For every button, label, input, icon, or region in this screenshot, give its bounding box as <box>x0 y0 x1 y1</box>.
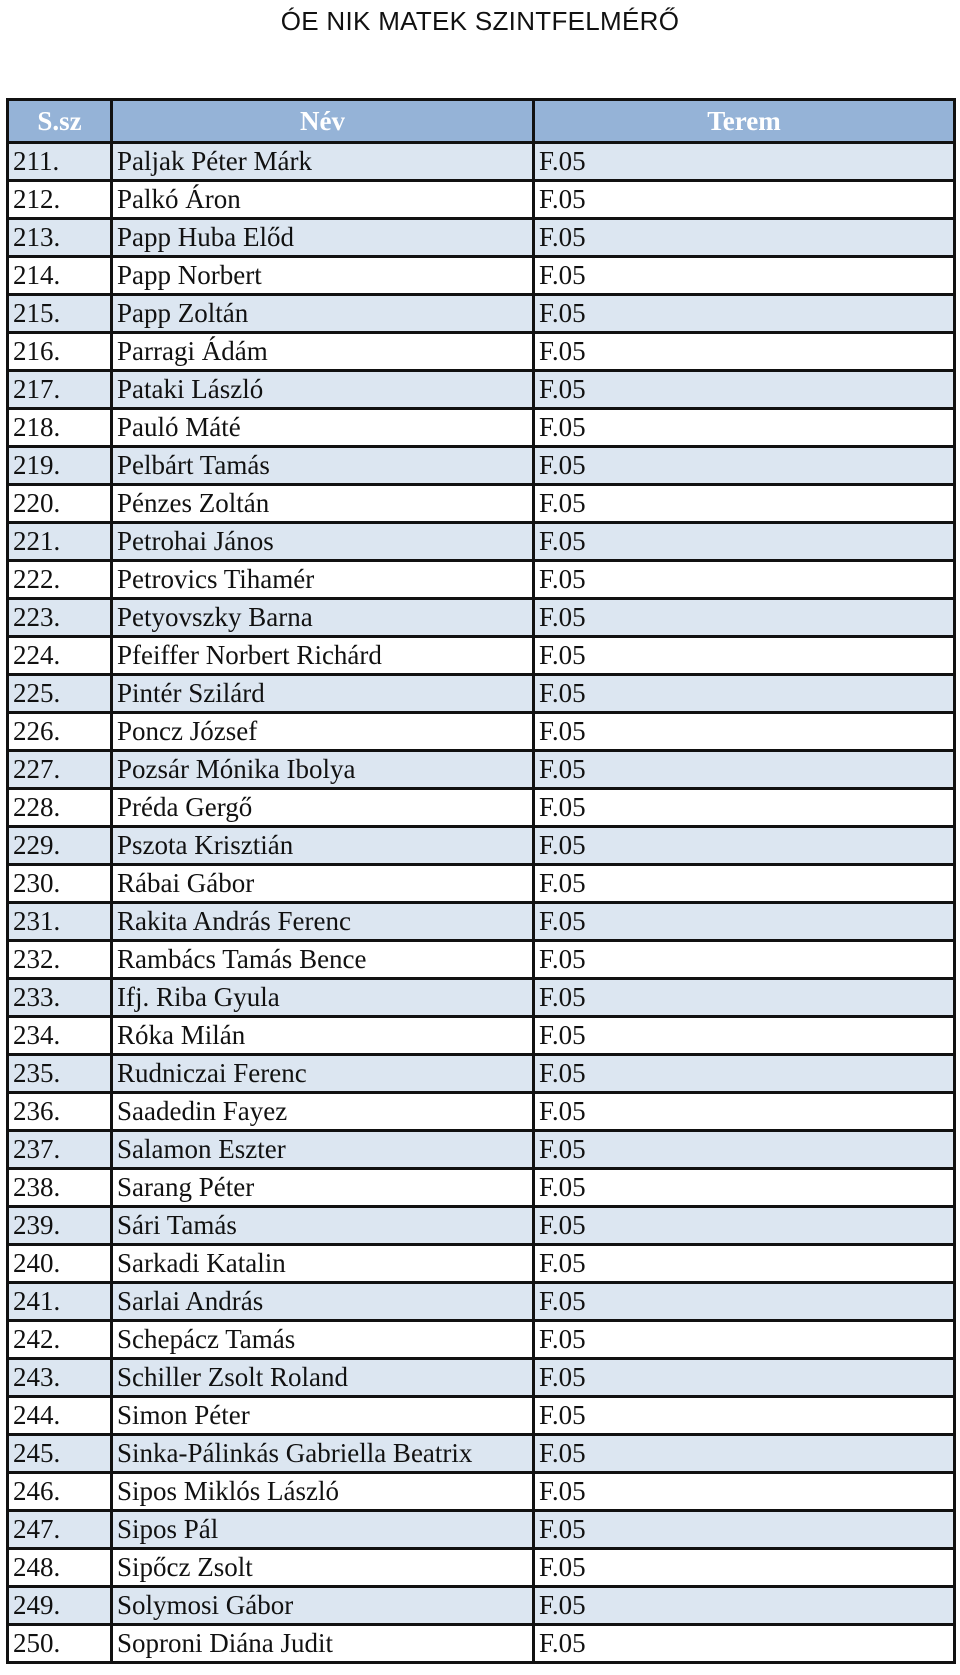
student-name: Préda Gergő <box>112 789 534 827</box>
room-code: F.05 <box>534 1017 955 1055</box>
table-row <box>8 1587 955 1625</box>
page-title: ÓE NIK MATEK SZINTFELMÉRŐ <box>280 6 680 36</box>
student-name: Pszota Krisztián <box>112 827 534 865</box>
student-name: Rakita András Ferenc <box>112 903 534 941</box>
student-name: Palkó Áron <box>112 181 534 219</box>
row-number: 249. <box>8 1587 112 1625</box>
row-number: 231. <box>8 903 112 941</box>
room-code: F.05 <box>534 219 955 257</box>
student-name: Simon Péter <box>112 1397 534 1435</box>
room-code: F.05 <box>534 751 955 789</box>
row-number: 226. <box>8 713 112 751</box>
row-number: 230. <box>8 865 112 903</box>
table-row <box>8 941 955 979</box>
room-code: F.05 <box>534 1359 955 1397</box>
room-code: F.05 <box>534 1169 955 1207</box>
student-name: Pintér Szilárd <box>112 675 534 713</box>
student-name: Petrohai János <box>112 523 534 561</box>
table-row <box>8 1283 955 1321</box>
table-row <box>8 1511 955 1549</box>
table-row <box>8 523 955 561</box>
student-name: Papp Huba Előd <box>112 219 534 257</box>
room-code: F.05 <box>534 637 955 675</box>
room-code: F.05 <box>534 1245 955 1283</box>
room-code: F.05 <box>534 1473 955 1511</box>
row-number: 229. <box>8 827 112 865</box>
room-code: F.05 <box>534 333 955 371</box>
column-header-number: S.sz <box>8 100 112 143</box>
student-name: Sinka-Pálinkás Gabriella Beatrix <box>112 1435 534 1473</box>
row-number: 221. <box>8 523 112 561</box>
student-name: Petrovics Tihamér <box>112 561 534 599</box>
row-number: 240. <box>8 1245 112 1283</box>
table-row <box>8 219 955 257</box>
room-code: F.05 <box>534 485 955 523</box>
row-number: 242. <box>8 1321 112 1359</box>
row-number: 213. <box>8 219 112 257</box>
row-number: 241. <box>8 1283 112 1321</box>
room-code: F.05 <box>534 371 955 409</box>
table-row <box>8 1131 955 1169</box>
room-code: F.05 <box>534 827 955 865</box>
row-number: 220. <box>8 485 112 523</box>
room-code: F.05 <box>534 1397 955 1435</box>
student-name: Róka Milán <box>112 1017 534 1055</box>
room-code: F.05 <box>534 1321 955 1359</box>
roster-table <box>6 98 956 1664</box>
table-row <box>8 827 955 865</box>
row-number: 217. <box>8 371 112 409</box>
room-code: F.05 <box>534 523 955 561</box>
table-row <box>8 371 955 409</box>
row-number: 239. <box>8 1207 112 1245</box>
table-row <box>8 181 955 219</box>
student-name: Ifj. Riba Gyula <box>112 979 534 1017</box>
room-code: F.05 <box>534 1511 955 1549</box>
row-number: 215. <box>8 295 112 333</box>
row-number: 234. <box>8 1017 112 1055</box>
student-name: Rábai Gábor <box>112 865 534 903</box>
row-number: 225. <box>8 675 112 713</box>
table-row <box>8 675 955 713</box>
table-body <box>8 143 955 1663</box>
table-header-row <box>8 100 955 143</box>
table-row <box>8 979 955 1017</box>
room-code: F.05 <box>534 143 955 181</box>
room-code: F.05 <box>534 1435 955 1473</box>
room-code: F.05 <box>534 561 955 599</box>
column-header-name: Név <box>112 100 534 143</box>
student-name: Soproni Diána Judit <box>112 1625 534 1663</box>
row-number: 246. <box>8 1473 112 1511</box>
row-number: 224. <box>8 637 112 675</box>
table-row <box>8 1055 955 1093</box>
row-number: 236. <box>8 1093 112 1131</box>
row-number: 247. <box>8 1511 112 1549</box>
student-name: Sarlai András <box>112 1283 534 1321</box>
row-number: 232. <box>8 941 112 979</box>
table-row <box>8 903 955 941</box>
room-code: F.05 <box>534 713 955 751</box>
table-row <box>8 1093 955 1131</box>
row-number: 235. <box>8 1055 112 1093</box>
student-name: Papp Norbert <box>112 257 534 295</box>
column-header-room: Terem <box>534 100 955 143</box>
student-name: Pénzes Zoltán <box>112 485 534 523</box>
table-row <box>8 409 955 447</box>
row-number: 219. <box>8 447 112 485</box>
room-code: F.05 <box>534 447 955 485</box>
table-row <box>8 485 955 523</box>
room-code: F.05 <box>534 181 955 219</box>
row-number: 216. <box>8 333 112 371</box>
row-number: 237. <box>8 1131 112 1169</box>
table-row <box>8 1549 955 1587</box>
student-name: Papp Zoltán <box>112 295 534 333</box>
table-row <box>8 143 955 181</box>
row-number: 233. <box>8 979 112 1017</box>
table-row <box>8 1207 955 1245</box>
room-code: F.05 <box>534 1207 955 1245</box>
table-row <box>8 447 955 485</box>
table-row <box>8 333 955 371</box>
student-name: Schepácz Tamás <box>112 1321 534 1359</box>
table-row <box>8 1321 955 1359</box>
table-row <box>8 295 955 333</box>
room-code: F.05 <box>534 1549 955 1587</box>
room-code: F.05 <box>534 979 955 1017</box>
row-number: 248. <box>8 1549 112 1587</box>
student-name: Sári Tamás <box>112 1207 534 1245</box>
table-row <box>8 257 955 295</box>
student-name: Pozsár Mónika Ibolya <box>112 751 534 789</box>
row-number: 238. <box>8 1169 112 1207</box>
room-code: F.05 <box>534 1625 955 1663</box>
table-row <box>8 713 955 751</box>
row-number: 212. <box>8 181 112 219</box>
room-code: F.05 <box>534 409 955 447</box>
room-code: F.05 <box>534 1093 955 1131</box>
table-row <box>8 789 955 827</box>
student-name: Pauló Máté <box>112 409 534 447</box>
room-code: F.05 <box>534 1587 955 1625</box>
room-code: F.05 <box>534 865 955 903</box>
row-number: 211. <box>8 143 112 181</box>
row-number: 228. <box>8 789 112 827</box>
student-name: Sipőcz Zsolt <box>112 1549 534 1587</box>
row-number: 222. <box>8 561 112 599</box>
student-name: Sarkadi Katalin <box>112 1245 534 1283</box>
student-name: Sipos Miklós László <box>112 1473 534 1511</box>
student-name: Saadedin Fayez <box>112 1093 534 1131</box>
student-name: Poncz József <box>112 713 534 751</box>
student-name: Pfeiffer Norbert Richárd <box>112 637 534 675</box>
room-code: F.05 <box>534 599 955 637</box>
table-row <box>8 599 955 637</box>
table-row <box>8 865 955 903</box>
student-name: Pataki László <box>112 371 534 409</box>
student-name: Sarang Péter <box>112 1169 534 1207</box>
row-number: 218. <box>8 409 112 447</box>
student-name: Petyovszky Barna <box>112 599 534 637</box>
table-row <box>8 1435 955 1473</box>
row-number: 243. <box>8 1359 112 1397</box>
table-row <box>8 1625 955 1663</box>
student-name: Paljak Péter Márk <box>112 143 534 181</box>
row-number: 250. <box>8 1625 112 1663</box>
room-code: F.05 <box>534 789 955 827</box>
row-number: 223. <box>8 599 112 637</box>
table-row <box>8 1359 955 1397</box>
room-code: F.05 <box>534 903 955 941</box>
room-code: F.05 <box>534 1055 955 1093</box>
table-row <box>8 637 955 675</box>
table-row <box>8 1169 955 1207</box>
row-number: 244. <box>8 1397 112 1435</box>
table-row <box>8 1245 955 1283</box>
student-name: Pelbárt Tamás <box>112 447 534 485</box>
student-name: Parragi Ádám <box>112 333 534 371</box>
room-code: F.05 <box>534 941 955 979</box>
student-name: Sipos Pál <box>112 1511 534 1549</box>
student-name: Schiller Zsolt Roland <box>112 1359 534 1397</box>
room-code: F.05 <box>534 1131 955 1169</box>
table-row <box>8 1397 955 1435</box>
student-name: Salamon Eszter <box>112 1131 534 1169</box>
student-name: Solymosi Gábor <box>112 1587 534 1625</box>
table-row <box>8 1473 955 1511</box>
row-number: 227. <box>8 751 112 789</box>
table-row <box>8 751 955 789</box>
table-row <box>8 1017 955 1055</box>
student-name: Rudniczai Ferenc <box>112 1055 534 1093</box>
room-code: F.05 <box>534 257 955 295</box>
row-number: 245. <box>8 1435 112 1473</box>
room-code: F.05 <box>534 1283 955 1321</box>
room-code: F.05 <box>534 675 955 713</box>
room-code: F.05 <box>534 295 955 333</box>
student-name: Rambács Tamás Bence <box>112 941 534 979</box>
table-row <box>8 561 955 599</box>
row-number: 214. <box>8 257 112 295</box>
